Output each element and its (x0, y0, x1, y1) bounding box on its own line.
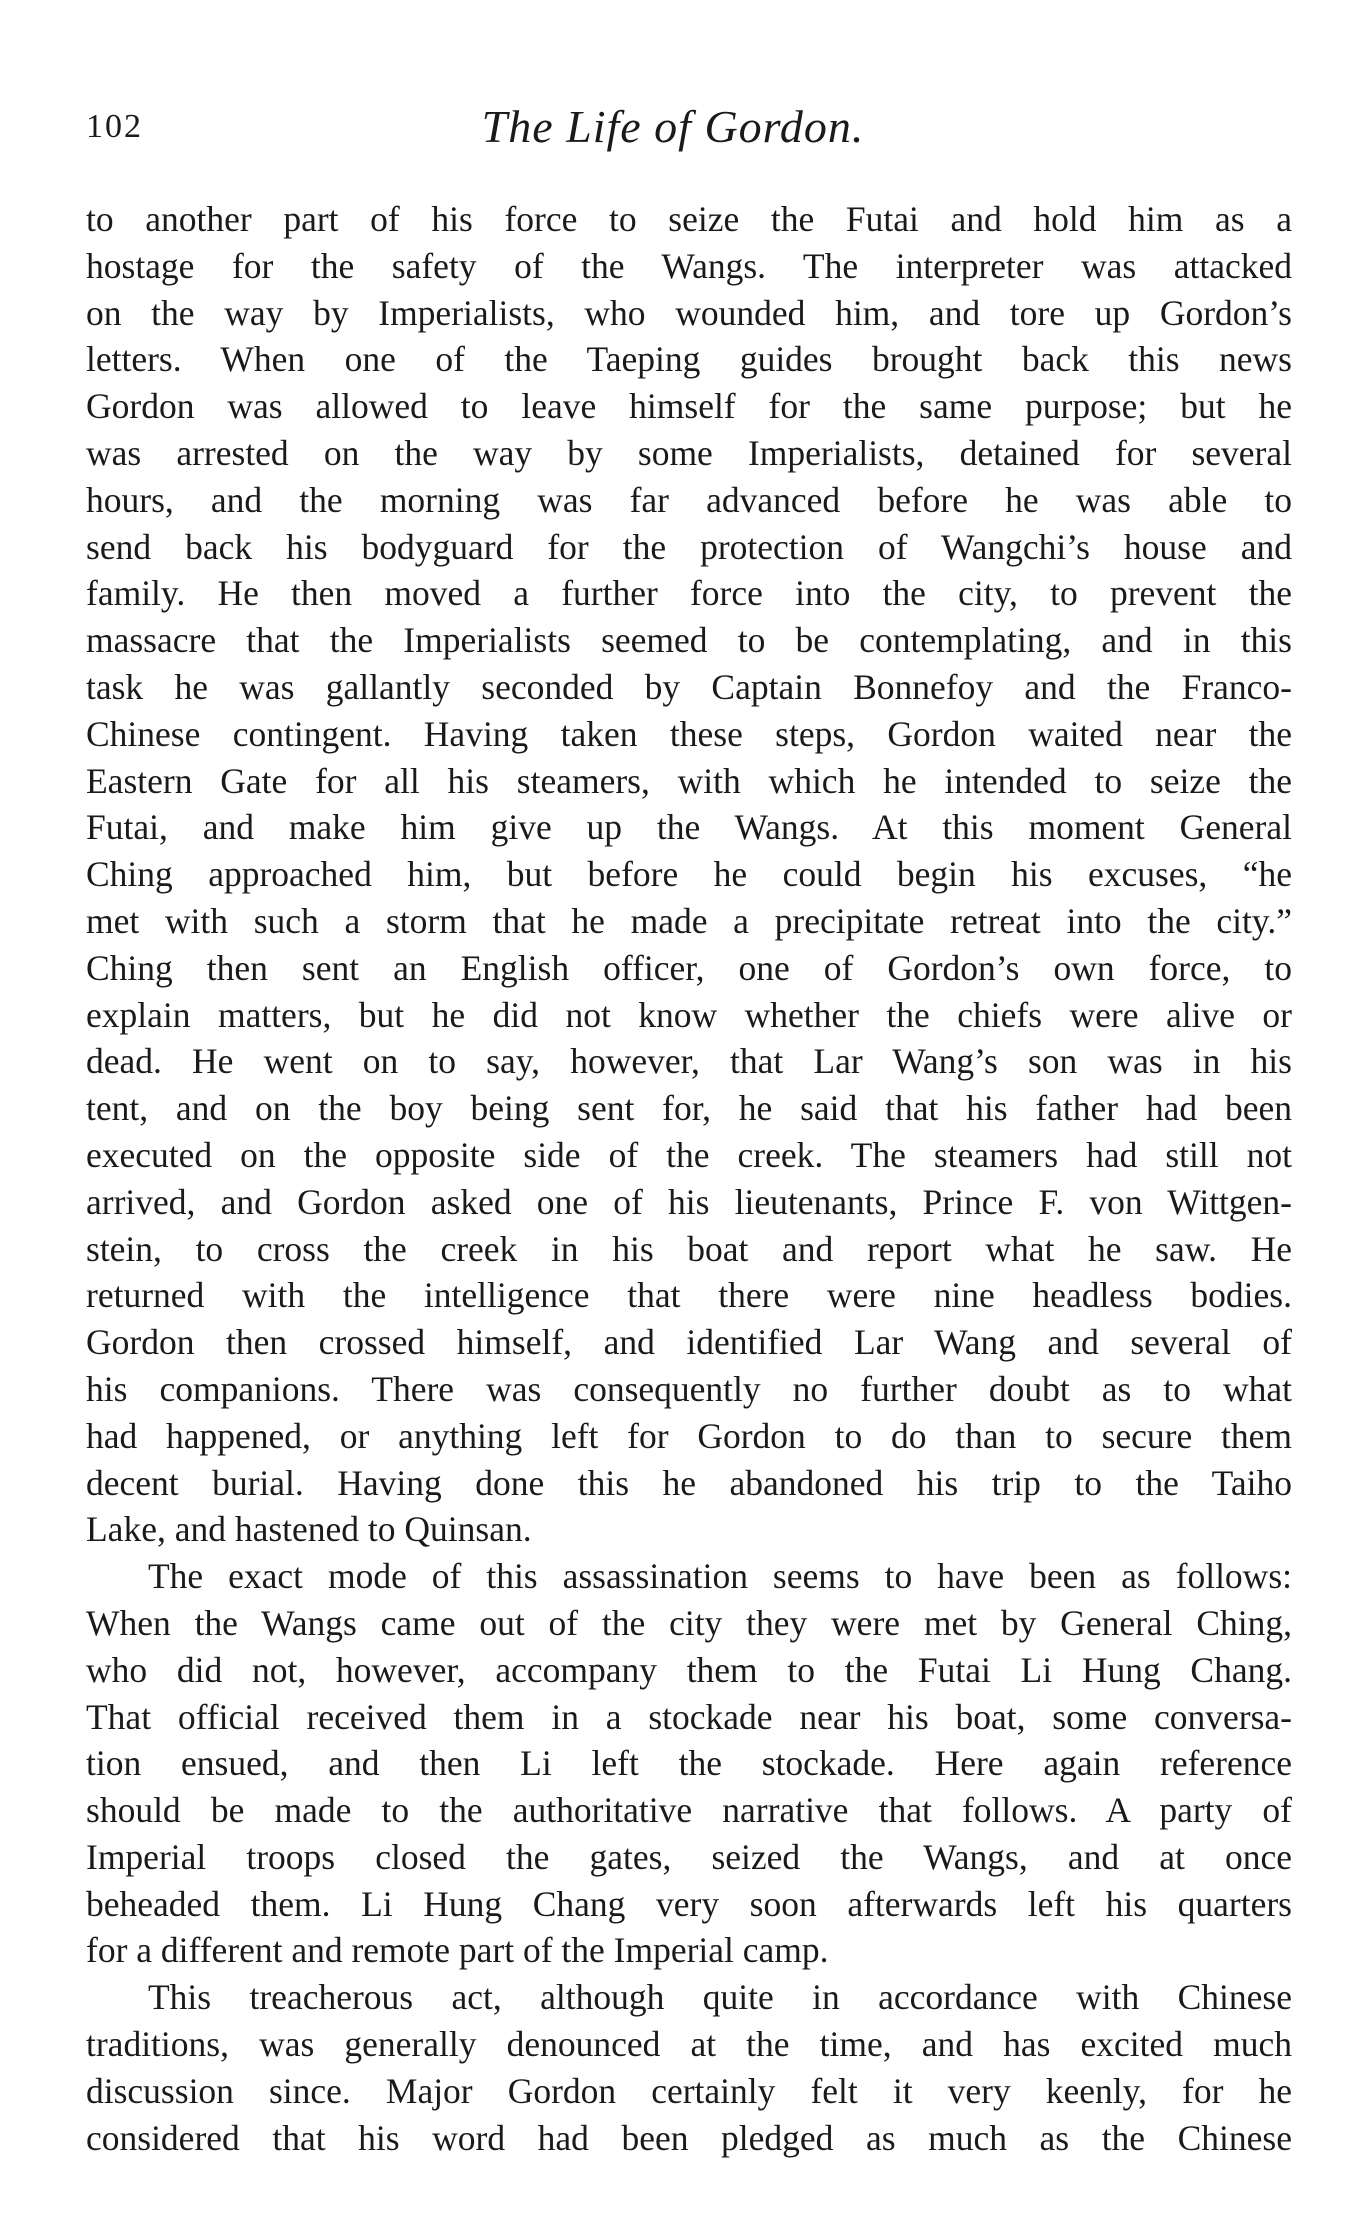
text-line: beheaded them. Li Hung Chang very soon afterwards left his quarters (86, 1883, 1292, 1924)
text-line: letters. When one of the Taeping guides brought back this news (86, 339, 1292, 380)
text-line: Chinese contingent. Having taken these steps, Gordon waited near the (86, 713, 1292, 754)
text-line: hours, and the morning was far advanced before he was able to (86, 479, 1292, 520)
text-line: who did not, however, accompany them to the Futai Li Hung Chang. (86, 1649, 1292, 1690)
text-line: task he was gallantly seconded by Captain Bonnefoy and the Franco- (86, 666, 1292, 707)
body-text (86, 196, 1292, 2161)
text-line: had happened, or anything left for Gordon to do than to secure them (86, 1415, 1292, 1456)
text-line: That official received them in a stockade near his boat, some conversa- (86, 1696, 1292, 1737)
text-line: was arrested on the way by some Imperialists, detained for several (86, 432, 1292, 473)
text-line: massacre that the Imperialists seemed to be contemplating, and in this (86, 620, 1292, 661)
text-line: send back his bodyguard for the protection of Wangchi’s house and (86, 526, 1292, 567)
text-line: Ching approached him, but before he could begin his excuses, “he (86, 854, 1292, 895)
text-line: Gordon then crossed himself, and identified Lar Wang and several of (86, 1322, 1292, 1363)
text-line: tion ensued, and then Li left the stockade. Here again reference (86, 1743, 1292, 1784)
text-line: Lake, and hastened to Quinsan. (86, 1509, 532, 1550)
text-line: tent, and on the boy being sent for, he said that his father had been (86, 1088, 1292, 1129)
text-line: returned with the intelligence that there were nine headless bodies. (86, 1275, 1292, 1316)
text-line: Imperial troops closed the gates, seized the Wangs, and at once (86, 1836, 1292, 1877)
text-line: traditions, was generally denounced at the time, and has excited much (86, 2024, 1292, 2065)
text-line: Ching then sent an English officer, one of Gordon’s own force, to (86, 947, 1292, 988)
text-line: executed on the opposite side of the creek. The steamers had still not (86, 1134, 1292, 1175)
text-line: Gordon was allowed to leave himself for the same purpose; but he (86, 386, 1292, 427)
text-line: to another part of his force to seize the Futai and hold him as a (86, 199, 1292, 239)
text-line: The exact mode of this assassination seems to have been as follows: (148, 1556, 1292, 1597)
text-line: considered that his word had been pledged as much as the Chinese (86, 2117, 1292, 2158)
text-line: arrived, and Gordon asked one of his lieutenants, Prince F. von Wittgen- (86, 1181, 1292, 1222)
text-line: Futai, and make him give up the Wangs. At this moment General (86, 807, 1292, 848)
text-line: met with such a storm that he made a precipitate retreat into the city.” (86, 900, 1292, 941)
text-line: family. He then moved a further force into the city, to prevent the (86, 573, 1292, 614)
text-line: discussion since. Major Gordon certainly felt it very keenly, for he (86, 2070, 1292, 2111)
running-head (86, 100, 1260, 160)
text-line: When the Wangs came out of the city they were met by General Ching, (86, 1602, 1292, 1643)
text-line: Eastern Gate for all his steamers, with which he intended to seize the (86, 760, 1292, 801)
text-line: decent burial. Having done this he abandoned his trip to the Taiho (86, 1462, 1292, 1503)
text-line: This treacherous act, although quite in accordance with Chinese (148, 1977, 1292, 2018)
text-line: explain matters, but he did not know whether the chiefs were alive or (86, 994, 1292, 1035)
text-line: dead. He went on to say, however, that Lar Wang’s son was in his (86, 1041, 1292, 1082)
running-title: The Life of Gordon. (481, 101, 865, 152)
text-line: for a different and remote part of the Imperial camp. (86, 1930, 829, 1971)
text-line: on the way by Imperialists, who wounded him, and tore up Gordon’s (86, 292, 1292, 333)
text-line: his companions. There was consequently no further doubt as to what (86, 1368, 1292, 1409)
text-line: hostage for the safety of the Wangs. The interpreter was attacked (86, 245, 1292, 286)
text-line: should be made to the authoritative narrative that follows. A party of (86, 1790, 1292, 1831)
text-line: stein, to cross the creek in his boat and report what he saw. He (86, 1228, 1292, 1269)
page-number: 102 (86, 108, 143, 145)
